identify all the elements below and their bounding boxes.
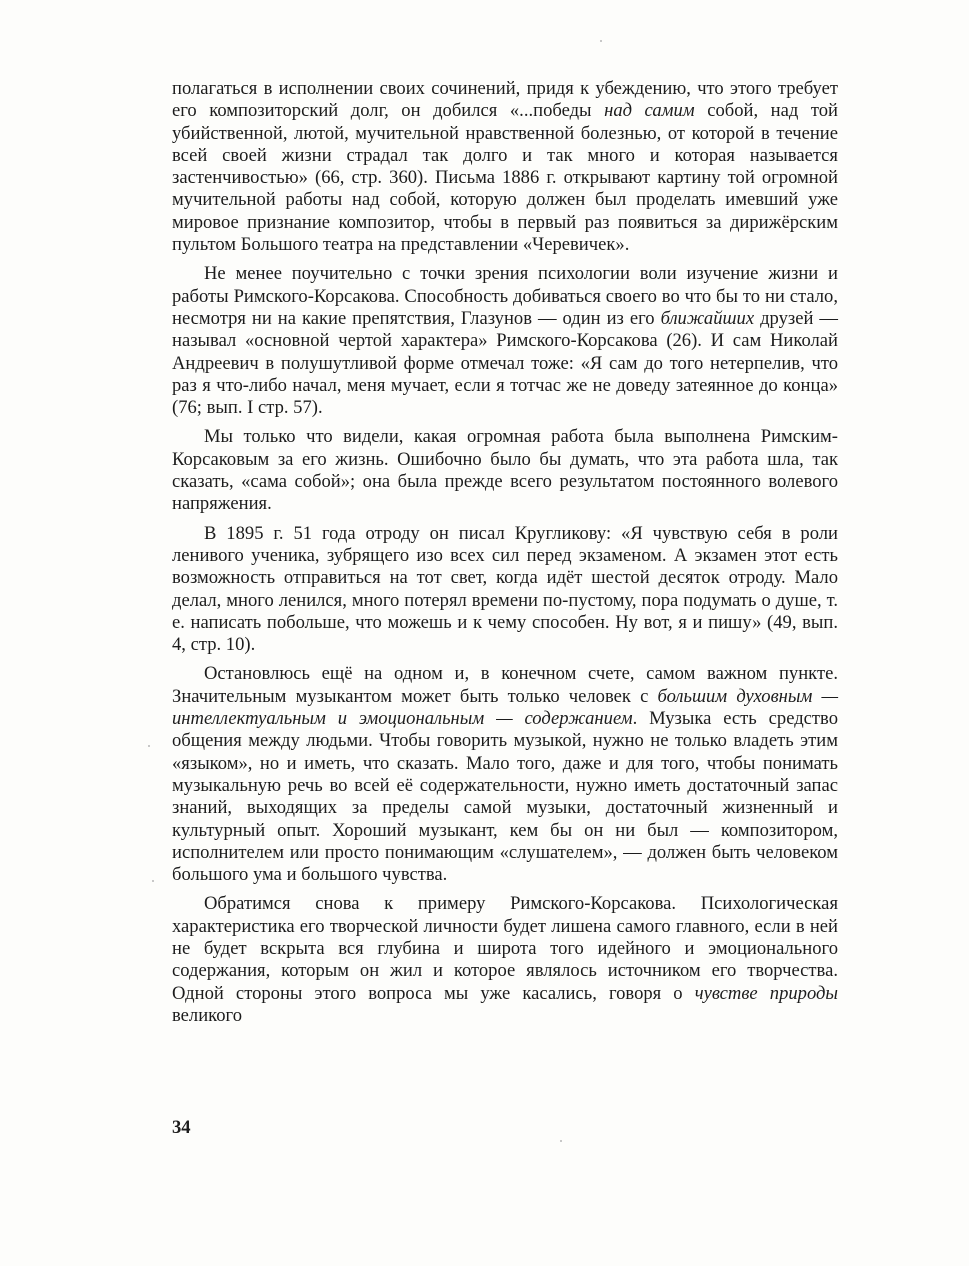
- body-text: [172, 78, 838, 1027]
- text-run: . Музыка есть средство общения между людьми. Чтобы говорить музыкой, нужно не только владеть этим «языком», но и иметь, что сказать. Мало того, даже и для того, чтобы понимать музыкальную речь во всей её содержательности, нужно иметь достаточный запас знаний, выходящих за пределы самой музыки, достаточный жизненный и культурный опыт. Хороший музыкант, кем бы он ни был — композитором, исполнителем или просто понимающим «слушателем», — должен быть человеком большого ума и большого чувства.: [172, 708, 838, 886]
- italic-phrase: над самим: [604, 100, 695, 122]
- text-run: Обратимся снова к примеру Римского-Корсакова. Психологическая характеристика его творческой личности будет лишена самого главного, если в ней не будет вскрыта вся глубина и широта того идейного и эмоционального содержания, которым он жил и которое являлось источником его творчества. Одной стороны этого вопроса мы уже касались, говоря о: [172, 893, 838, 1004]
- text-run: полагаться в исполнении своих сочинений, придя к убеждению, что этого требует его композиторский долг, он добился «...победы: [172, 78, 838, 122]
- text-run: Не менее поучительно с точки зрения психологии воли изучение жизни и работы Римского-Корсакова. Способность добиваться своего во что бы то ни стало, несмотря ни на какие препятствия, Глазунов — один из его: [172, 263, 838, 329]
- italic-phrase: чувстве природы: [694, 982, 839, 1004]
- paragraph: [172, 893, 838, 1027]
- text-run: В 1895 г. 51 года отроду он писал Кругликову: «Я чувствую себя в роли ленивого ученика, зубрящего изо всех сил перед экзаменом. А экзамен этот есть возможность отправиться на тот свет, когда идёт шестой десяток отроду. Мало делал, много ленился, много потерял времени по-пустому, пора подумать о душе, т. е. написать побольше, что можешь и к чему способен. Ну вот, я и пишу» (49, вып. 4, стр. 10).: [172, 522, 838, 656]
- paper-speck: [600, 40, 602, 42]
- paragraph: [172, 426, 838, 515]
- paper-speck: [148, 745, 150, 747]
- italic-phrase: ближайших: [660, 307, 755, 329]
- text-run: Мы только что видели, какая огромная работа была выполнена Римским-Корсаковым за его жизнь. Ошибочно было бы думать, что эта работа шла, так сказать, «сама собой»; она была прежде всего результатом постоянного волевого напряжения.: [172, 426, 838, 515]
- text-run: великого: [172, 1004, 242, 1026]
- paragraph: [172, 263, 838, 419]
- paragraph: [172, 78, 838, 256]
- paragraph: [172, 663, 838, 886]
- text-run: друзей — называл «основной чертой характера» Римского-Корсакова (26). И сам Николай Андреевич в полушутливой форме отмечал тоже: «Я сам до того нетерпелив, что раз я что-либо начал, меня мучает, если я тотчас же не доведу затеянное до конца» (76; вып. I стр. 57).: [172, 307, 838, 419]
- paragraph: [172, 523, 838, 657]
- text-run: Остановлюсь ещё на одном и, в конечном счете, самом важном пункте. Значительным музыкантом может быть только человек с: [172, 663, 838, 707]
- paper-speck: [152, 880, 154, 882]
- italic-phrase: большим духовным — интеллектуальным и эмоциональным — содержанием: [172, 685, 839, 730]
- text-run: собой, над той убийственной, лютой, мучительной нравственной болезнью, от которой в течение всей своей жизни страдал так долго и так много и которая называется застенчивостью» (66, стр. 360). Письма 1886 г. открывают картину той огромной мучительной работы над собой, которую должен был проделать имевший уже мировое признание композитор, чтобы в первый раз появиться за дирижёрским пультом Большого театра на представлении «Черевичек».: [172, 100, 838, 256]
- page-number: 34: [172, 1117, 191, 1138]
- paper-speck: [560, 1140, 562, 1142]
